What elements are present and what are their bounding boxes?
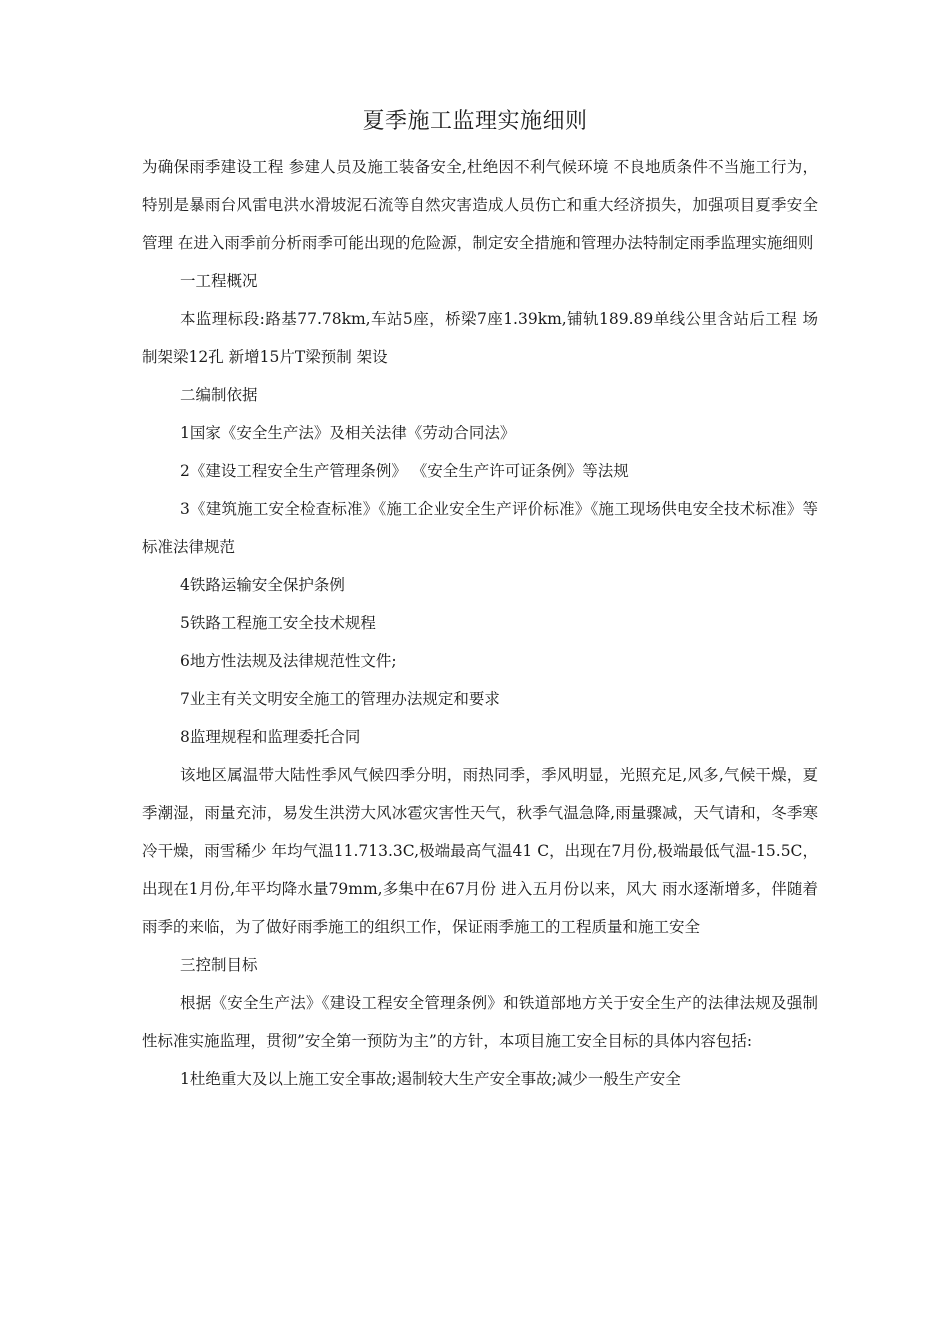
- heading-control-objectives: 三控制目标: [180, 956, 258, 974]
- document-title: 夏季施工监理实施细则: [362, 109, 588, 134]
- list-item-basis-4: 4铁路运输安全保护条例: [180, 576, 345, 594]
- heading-project-overview: 一工程概况: [180, 272, 258, 290]
- heading-basis: 二编制依据: [180, 386, 258, 404]
- list-item-basis-1: 1国家《安全生产法》及相关法律《劳动合同法》: [180, 424, 516, 442]
- list-item-basis-5: 5铁路工程施工安全技术规程: [180, 614, 376, 632]
- list-item-basis-8: 8监理规程和监理委托合同: [180, 728, 361, 746]
- paragraph-intro: 为确保雨季建设工程 参建人员及施工装备安全,杜绝因不利气候环境 不良地质条件不当施工行为，特别是暴雨台风雷电洪水滑坡泥石流等自然灾害造成人员伤亡和重大经济损失，加强项目夏季安全管理 在进入雨季前分析雨季可能出现的危险源，制定安全措施和管理办法特制定雨季监理实施细则: [142, 158, 818, 252]
- paragraph-project-scope: 本监理标段:路基77.78km,车站5座，桥梁7座1.39km,铺轨189.89单线公里含站后工程 场制架梁12孔 新增15片T梁预制 架设: [142, 310, 818, 366]
- paragraph-climate: 该地区属温带大陆性季风气候四季分明，雨热同季，季风明显，光照充足,风多,气候干燥，夏季潮湿，雨量充沛，易发生洪涝大风冰雹灾害性天气，秋季气温急降,雨量骤减，天气请和，冬季寒冷干燥，雨雪稀少 年均气温11.713.3C,极端最高气温41 C，出现在7月份,极端最低气温-15.5C，出现在1月份,年平均降水量79mm,多集中在67月份 进入五月份以来，风大 雨水逐渐增多，伴随着雨季的来临，为了做好雨季施工的组织工作，保证雨季施工的工程质量和施工安全: [142, 766, 818, 936]
- list-item-basis-7: 7业主有关文明安全施工的管理办法规定和要求: [180, 690, 500, 708]
- list-item-basis-6: 6地方性法规及法律规范性文件;: [180, 652, 397, 670]
- list-item-basis-3: 3《建筑施工安全检查标准》《施工企业安全生产评价标准》《施工现场供电安全技术标准》等标准法律规范: [142, 500, 818, 556]
- paragraph-objectives: 根据《安全生产法》《建设工程安全管理条例》和铁道部地方关于安全生产的法律法规及强制性标准实施监理，贯彻”安全第一预防为主”的方针，本项目施工安全目标的具体内容包括:: [142, 994, 818, 1050]
- list-item-objective-1: 1杜绝重大及以上施工安全事故;遏制较大生产安全事故;减少一般生产安全: [180, 1070, 681, 1088]
- document-body: [142, 148, 818, 1098]
- list-item-basis-2: 2《建设工程安全生产管理条例》 《安全生产许可证条例》等法规: [180, 462, 629, 480]
